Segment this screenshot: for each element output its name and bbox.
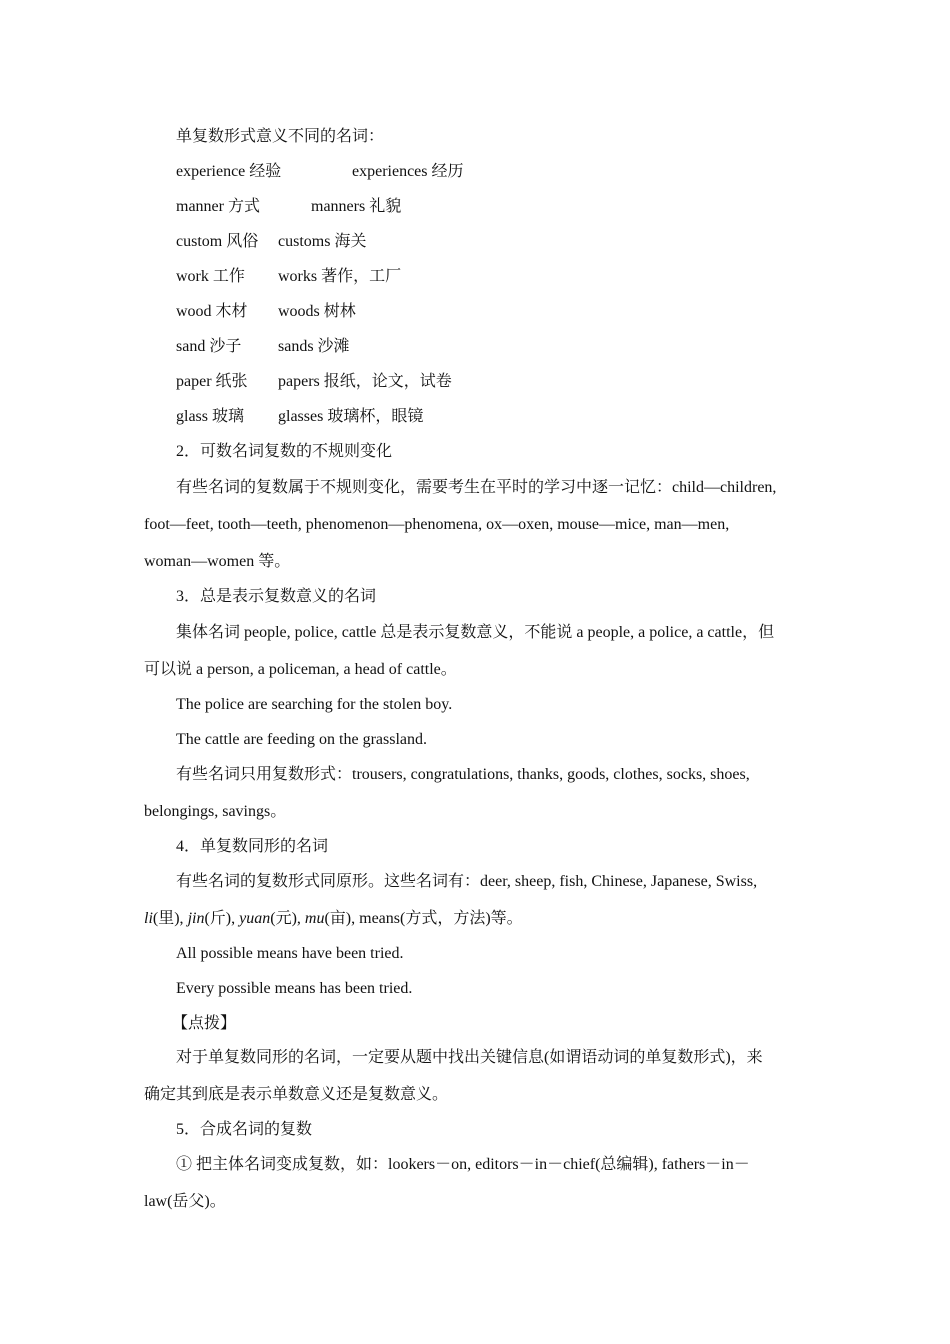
example-sentence: Every possible means has been tried. xyxy=(176,980,413,997)
word-plural: sands 沙滩 xyxy=(278,338,350,355)
example-sentence: All possible means have been tried. xyxy=(176,945,404,962)
paragraph-line: 可以说 a person, a policeman, a head of cattle。 xyxy=(144,661,457,678)
paragraph-line: 集体名词 people, police, cattle 总是表示复数意义，不能说 a people, a police, a cattle，但 xyxy=(176,624,775,641)
word-singular: work 工作 xyxy=(176,268,245,285)
paragraph-line: 有些名词的复数属于不规则变化，需要考生在平时的学习中逐一记忆：child—children, xyxy=(176,479,777,496)
word-singular: wood 木材 xyxy=(176,303,248,320)
word-plural: customs 海关 xyxy=(278,233,367,250)
gloss-text: (元), xyxy=(270,910,305,927)
word-plural: woods 树林 xyxy=(278,303,356,320)
section-5-heading: 5．合成名词的复数 xyxy=(176,1121,313,1138)
paragraph-line: 有些名词的复数形式同原形。这些名词有：deer, sheep, fish, Chinese, Japanese, Swiss, xyxy=(176,873,758,890)
word-plural: papers 报纸，论文，试卷 xyxy=(278,373,452,390)
word-plural: works 著作，工厂 xyxy=(278,268,402,285)
paragraph-line: 有些名词只用复数形式：trousers, congratulations, thanks, goods, clothes, socks, shoes, xyxy=(176,766,750,783)
gloss-text: (亩), means(方式，方法)等。 xyxy=(324,910,523,927)
word-singular: glass 玻璃 xyxy=(176,408,245,425)
tip-heading: 【点拨】 xyxy=(172,1015,237,1032)
paragraph-line: ① 把主体名词变成复数，如：lookers－on, editors－in－chief(总编辑), fathers－in－ xyxy=(176,1156,750,1173)
word-singular: experience 经验 xyxy=(176,163,282,180)
section-4-heading: 4．单复数同形的名词 xyxy=(176,838,329,855)
paragraph-line: 对于单复数同形的名词，一定要从题中找出关键信息(如谓语动词的单复数形式)，来 xyxy=(176,1049,763,1066)
paragraph-line: foot—feet, tooth—teeth, phenomenon—phenomena, ox—oxen, mouse—mice, man—men, xyxy=(144,516,730,533)
paragraph-line xyxy=(144,909,523,929)
pinyin-word: yuan xyxy=(239,910,271,927)
word-singular: sand 沙子 xyxy=(176,338,242,355)
example-sentence: The cattle are feeding on the grassland. xyxy=(176,731,427,748)
section-heading: 单复数形式意义不同的名词： xyxy=(176,128,385,145)
pinyin-word: jin xyxy=(187,910,205,927)
paragraph-line: belongings, savings。 xyxy=(144,803,287,820)
pinyin-word: mu xyxy=(304,910,325,927)
word-singular: paper 纸张 xyxy=(176,373,248,390)
word-plural: glasses 玻璃杯，眼镜 xyxy=(278,408,424,425)
section-2-heading: 2．可数名词复数的不规则变化 xyxy=(176,443,393,460)
paragraph-line: law(岳父)。 xyxy=(144,1193,226,1210)
pinyin-word: li xyxy=(144,910,153,927)
gloss-text: (里), xyxy=(152,910,188,927)
word-singular: custom 风俗 xyxy=(176,233,259,250)
word-singular: manner 方式 xyxy=(176,198,260,215)
section-3-heading: 3．总是表示复数意义的名词 xyxy=(176,588,377,605)
example-sentence: The police are searching for the stolen boy. xyxy=(176,696,453,713)
gloss-text: (斤), xyxy=(204,910,240,927)
word-plural: manners 礼貌 xyxy=(311,198,402,215)
word-plural: experiences 经历 xyxy=(352,163,464,180)
paragraph-line: 确定其到底是表示单数意义还是复数意义。 xyxy=(144,1086,449,1103)
paragraph-line: woman—women 等。 xyxy=(144,553,291,570)
